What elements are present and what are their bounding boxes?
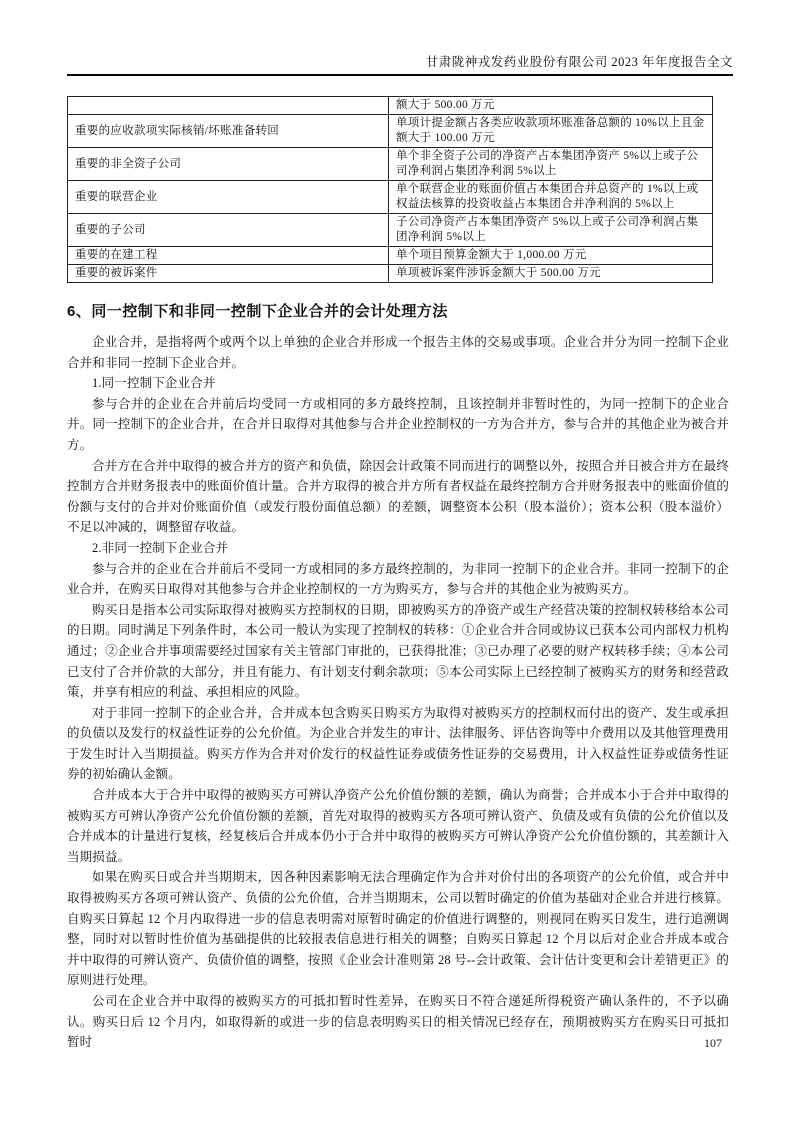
section-body [67, 332, 729, 1053]
table-row [68, 115, 713, 148]
paragraph: 2.非同一控制下企业合并 [92, 540, 229, 555]
paragraph: 公司在企业合并中取得的被购买方的可抵扣暂时性差异，在购买日不符合递延所得税资产确认条件的，不予以确认。购买日后 12 个月内，如取得新的或进一步的信息表明购买日的相关情况已经存在，预期被购买方在购买日可抵扣暂时 [67, 994, 729, 1050]
paragraph: 企业合并，是指将两个或两个以上单独的企业合并形成一个报告主体的交易或事项。企业合并分为同一控制下企业合并和非同一控制下企业合并。 [67, 335, 729, 370]
criteria-value-cell: 单个非全资子公司的净资产占本集团净资产 5%以上或子公司净利润占集团净利润 5%以上 [389, 148, 713, 181]
criteria-item-cell: 重要的应收款项实际核销/坏账准备转回 [68, 115, 389, 148]
paragraph: 参与合并的企业在合并前后不受同一方或相同的多方最终控制的，为非同一控制下的企业合并。非同一控制下的企业合并，在购买日取得对其他参与合并企业控制权的一方为购买方，参与合并的其他企业为被购买方。 [67, 561, 729, 597]
paragraph: 参与合并的企业在合并前后均受同一方或相同的多方最终控制，且该控制并非暂时性的，为同一控制下的企业合并。同一控制下的企业合并，在合并日取得对其他参与合并企业控制权的一方为合并方，参与合并的其他企业为被合并方。 [67, 396, 729, 452]
criteria-item-cell: 重要的被诉案件 [68, 265, 389, 283]
table-row [68, 148, 713, 181]
criteria-item-cell: 重要的联营企业 [68, 181, 389, 214]
criteria-item-cell [68, 97, 389, 115]
table-row [68, 181, 713, 214]
criteria-value-cell: 子公司净资产占本集团净资产 5%以上或子公司净利润占集团净利润 5%以上 [389, 214, 713, 247]
table-row [68, 214, 713, 247]
table-row [68, 265, 713, 283]
materiality-criteria-table [67, 96, 713, 283]
table-row [68, 97, 713, 115]
section-heading: 6、同一控制下和非同一控制下企业合并的会计处理方法 [67, 303, 448, 320]
header-divider [67, 74, 733, 76]
criteria-value-cell: 单个联营企业的账面价值占本集团合并总资产的 1%以上或权益法核算的投资收益占本集团合并净利润的 5%以上 [389, 181, 713, 214]
criteria-value-cell: 单项计提金额占各类应收款项坏账准备总额的 10%以上且金额大于 100.00 万元 [389, 115, 713, 148]
report-header-title: 甘肃陇神戎发药业股份有限公司 2023 年年度报告全文 [425, 55, 733, 69]
criteria-item-cell: 重要的非全资子公司 [68, 148, 389, 181]
paragraph: 如果在购买日或合并当期期末，因各种因素影响无法合理确定作为合并对价付出的各项资产的公允价值，或合并中取得被购买方各项可辨认资产、负债的公允价值，合并当期期末，公司以暂时确定的价值为基础对企业合并进行核算。自购买日算起 12 个月内取得进一步的信息表明需对原暂时确定的价值进行调整的，则视同在购买日发生，进行追溯调整，同时对以暂时性价值为基础提供的比较报表信息进行相关的调整；自购买日算起 12 个月以后对企业合并成本或合并中取得的可辨认资产、负债价值的调整，按照《企业会计准则第 28 号--会计政策、会计估计变更和会计差错更正》的原则进行处理。 [67, 870, 729, 988]
paragraph: 合并方在合并中取得的被合并方的资产和负债，除因会计政策不同而进行的调整以外，按照合并日被合并方在最终控制方合并财务报表中的账面价值计量。合并方取得的被合并方所有者权益在最终控制方合并财务报表中的账面价值的份额与支付的合并对价账面价值（或发行股份面值总额）的差额，调整资本公积（股本溢价）；资本公积（股本溢价）不足以冲减的，调整留存收益。 [67, 458, 729, 535]
paragraph: 合并成本大于合并中取得的被购买方可辨认净资产公允价值份额的差额，确认为商誉；合并成本小于合并中取得的被购买方可辨认净资产公允价值份额的差额，首先对取得的被购买方各项可辨认资产、负债及或有负债的公允价值以及合并成本的计量进行复核，经复核后合并成本仍小于合并中取得的被购买方可辨认净资产公允价值份额的，其差额计入当期损益。 [67, 788, 729, 864]
page-number: 107 [704, 1036, 722, 1050]
table-row [68, 247, 713, 265]
criteria-value-cell: 单个项目预算金额大于 1,000.00 万元 [389, 247, 713, 265]
paragraph: 1.同一控制下企业合并 [92, 376, 216, 391]
criteria-value-cell: 额大于 500.00 万元 [389, 97, 713, 115]
paragraph: 对于非同一控制下的企业合并，合并成本包含购买日购买方为取得对被购买方的控制权而付出的资产、发生或承担的负债以及发行的权益性证券的公允价值。为企业合并发生的审计、法律服务、评估咨询等中介费用以及其他管理费用于发生时计入当期损益。购买方作为合并对价发行的权益性证券或债务性证券的交易费用，计入权益性证券或债务性证券的初始确认金额。 [67, 705, 729, 782]
criteria-value-cell: 单项被诉案件涉诉金额大于 500.00 万元 [389, 265, 713, 283]
criteria-item-cell: 重要的子公司 [68, 214, 389, 247]
criteria-item-cell: 重要的在建工程 [68, 247, 389, 265]
paragraph: 购买日是指本公司实际取得对被购买方控制权的日期，即被购买方的净资产或生产经营决策的控制权转移给本公司的日期。同时满足下列条件时，本公司一般认为实现了控制权的转移：①企业合并合同或协议已获本公司内部权力机构通过；②企业合并事项需要经过国家有关主管部门审批的，已获得批准；③已办理了必要的财产权转移手续；④本公司已支付了合并价款的大部分，并且有能力、有计划支付剩余款项；⑤本公司实际上已经控制了被购买方的财务和经营政策，并享有相应的利益、承担相应的风险。 [67, 602, 729, 700]
